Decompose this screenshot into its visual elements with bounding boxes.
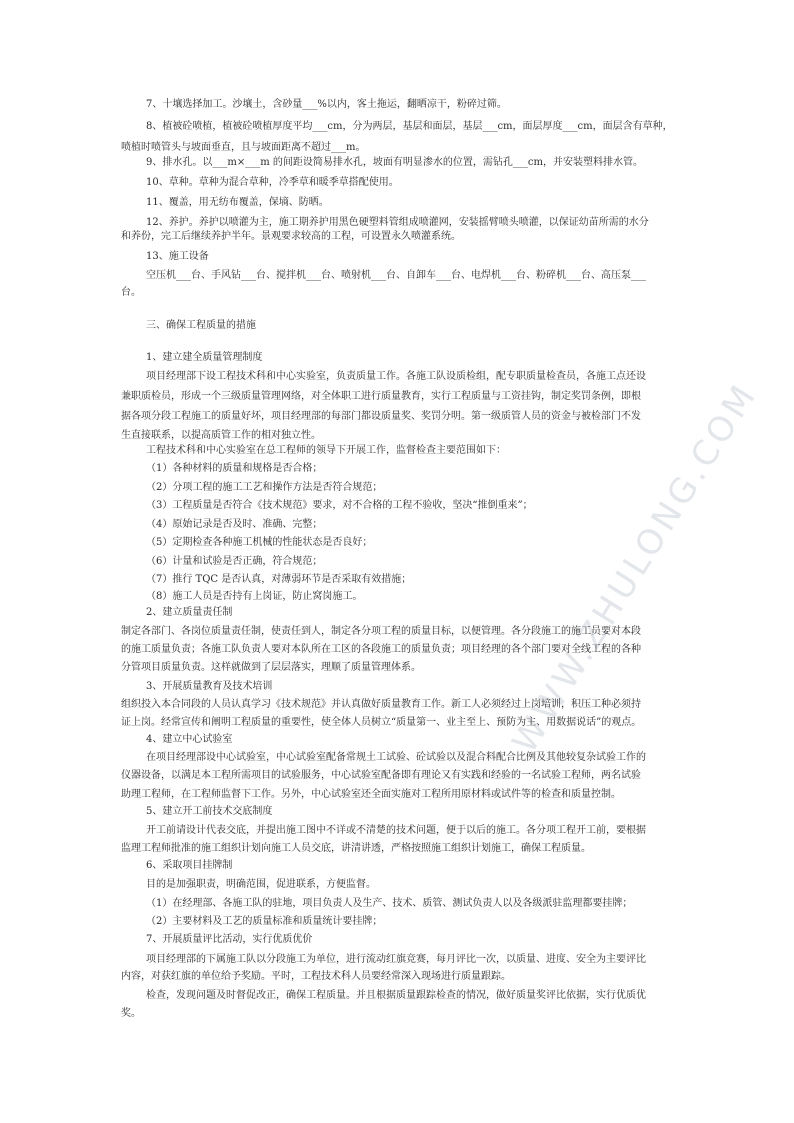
equipment-list-continued: 台。 (121, 287, 141, 298)
para-4-line-1: 在项目经理部设中心试验室，中心试验室配备常规土工试验、砼试验以及混合料配合比例及其他较复杂试验工作的 (146, 752, 646, 763)
para-1-line-3: 据各项分段工程施工的质量好坏，项目经理部的每部门都设质量奖、奖罚分明。第一级质管人员的资金与被检部门不发 (121, 411, 641, 422)
sign-item-1: （1）在经理部、各施工队的驻地，项目负责人及生产、技术、质管、测试负责人以及各级派驻监理都要挂牌； (146, 898, 633, 909)
para-7-line-1: 项目经理部的下属施工队以分段施工为单位，进行流动红旗竞赛，每月评比一次，以质量、进度、安全为主要评比 (146, 954, 646, 965)
para-4-line-2: 仪器设备，以满足本工程所需项目的试验服务，中心试验室配备即有理论又有实践和经验的一名试验工程师，两名试验 (121, 770, 641, 781)
para-2-line-1: 制定各部门、各岗位质量责任制，使责任到人，制定各分项工程的质量目标，以便管理。各分段施工的施工员要对本段 (121, 626, 641, 637)
check-item-5: （5）定期检查各种施工机械的性能状态是否良好； (146, 537, 373, 548)
heading-4: 4、建立中心试验室 (146, 734, 233, 745)
equipment-list: 空压机___台、手风钻___台、搅拌机___台、喷射机___台、自卸车___台、电焊机___台、粉碎机___台、高压泵___ (146, 270, 646, 281)
para-7-line-4: 奖。 (121, 1008, 141, 1019)
watermark-text: WWW.ZHULONG.COM (504, 375, 766, 761)
heading-5: 5、建立开工前技术交底制度 (146, 806, 273, 817)
para-1-line-2: 兼职质检员，形成一个三级质量管理网络，对全体职工进行质量教育，实行工程质量与工资挂钩，制定奖罚条例，即根 (121, 391, 641, 402)
item-10-grass-seed: 10、草种。草种为混合草种，冷季草和暖季草搭配使用。 (146, 177, 399, 188)
para-3-line-2: 证上岗。经常宣传和阐明工程质量的重要性，使全体人员树立“质量第一、业主至上、预防为主、用数据说话”的观点。 (121, 717, 642, 728)
check-item-6: （6）计量和试验是否正确，符合规范； (146, 556, 323, 567)
para-7-line-3: 检查，发现问题及时督促改正，确保工程质量。并且根据质量跟踪检查的情况，做好质量奖评比依据，实行优质优 (146, 990, 646, 1001)
heading-1: 1、建立建全质量管理制度 (146, 352, 263, 363)
check-item-4: （4）原始记录是否及时、准确、完整； (146, 519, 323, 530)
para-5-line-1: 开工前请设计代表交底，并提出施工图中不详或不清楚的技术问题，便于以后的施工。各分项工程开工前，要根据 (146, 825, 646, 836)
para-2-line-2: 的施工质量负责；各施工队负责人要对本队所在工区的各段施工的质量负责；项目经理的各个部门要对全线工程的各种 (121, 644, 641, 655)
para-1-line-4: 生直接联系，以提高质管工作的相对独立性。 (121, 430, 321, 441)
sign-item-2: （2）主要材料及工艺的质量标准和质量统计要挂牌； (146, 916, 383, 927)
item-9-drain-holes: 9、排水孔。以___m×___m 的间距设简易排水孔，坡面有明显渗水的位置，需钻孔___cm，并安装塑料排水管。 (146, 157, 643, 168)
heading-2: 2、建立质量责任制 (146, 607, 233, 618)
para-7-line-2: 内容，对获红旗的单位给予奖励。平时，工程技术科人员要经常深入现场进行质量跟踪。 (121, 971, 511, 982)
item-11-cover: 11、覆盖，用无纺布覆盖，保墒、防晒。 (146, 197, 329, 208)
item-13-equipment-heading: 13、施工设备 (146, 251, 209, 262)
check-item-8: （8）施工人员是否持有上岗证，防止窝岗施工。 (146, 591, 363, 602)
check-item-2: （2）分项工程的施工工艺和操作方法是否符合规范； (146, 482, 383, 493)
section-three-heading: 三、确保工程质量的措施 (146, 320, 256, 331)
item-7-soil: 7、十壤选择加工。沙壤土，含砂量___%以内，客土拖运，翻晒凉干，粉碎过筛。 (146, 99, 507, 110)
heading-6: 6、采取项目挂牌制 (146, 860, 233, 871)
heading-3: 3、开展质量教育及技术培训 (146, 681, 273, 692)
para-3-line-1: 组织投入本合同段的人员认真学习《技术规范》并认真做好质量教育工作。新工人必须经过上岗培训，积压工种必须持 (121, 699, 641, 710)
check-item-3: （3）工程质量是否符合《技术规范》要求，对不合格的工程不验收，坚决“推倒重来”； (146, 500, 533, 511)
item-12-maintenance: 12、养护。养护以喷灌为主，施工期养护用黑色硬塑料管组成喷灌网，安装摇臂喷头喷灌，以保证幼苗所需的水分 (146, 217, 649, 228)
para-2-line-3: 分管项目质量负责。这样就做到了层层落实，理顺了质量管理体系。 (121, 662, 421, 673)
para-6: 目的是加强职责，明确范围，促进联系，方便监督。 (146, 879, 376, 890)
item-8-continued: 喷植时喷管头与坡面垂直，且与坡面距离不超过___m。 (121, 142, 366, 153)
para-4-line-3: 助理工程师，在工程师监督下工作。另外，中心试验室还全面实施对工程所用原材料或试件等的检查和质量控制。 (121, 789, 621, 800)
item-12-continued: 和养份，完工后继续养护半年。景观要求较高的工程，可设置永久喷灌系统。 (121, 231, 461, 242)
item-8-vegetation-spray: 8、植被砼喷植，植被砼喷植厚度平均___cm，分为两层，基层和面层，基层___cm，面层厚度___cm，面层含有草种， (146, 121, 673, 132)
para-1b: 工程技术科和中心实验室在总工程师的领导下开展工作，监督检查主要范围如下： (146, 445, 506, 456)
para-1-line-1: 项目经理部下设工程技术科和中心实验室，负责质量工作。各施工队设质检组，配专职质量检查员，各施工点还设 (146, 371, 646, 382)
heading-7: 7、开展质量评比活动，实行优质优价 (146, 934, 313, 945)
check-item-7: （7）推行 TQC 是否认真，对薄弱环节是否采取有效措施； (146, 574, 412, 585)
para-5-line-2: 监理工程师批准的施工组织计划向施工人员交底，讲清讲透，严格按照施工组织计划施工，确保工程质量。 (121, 843, 591, 854)
check-item-1: （1）各种材料的质量和规格是否合格； (146, 463, 323, 474)
